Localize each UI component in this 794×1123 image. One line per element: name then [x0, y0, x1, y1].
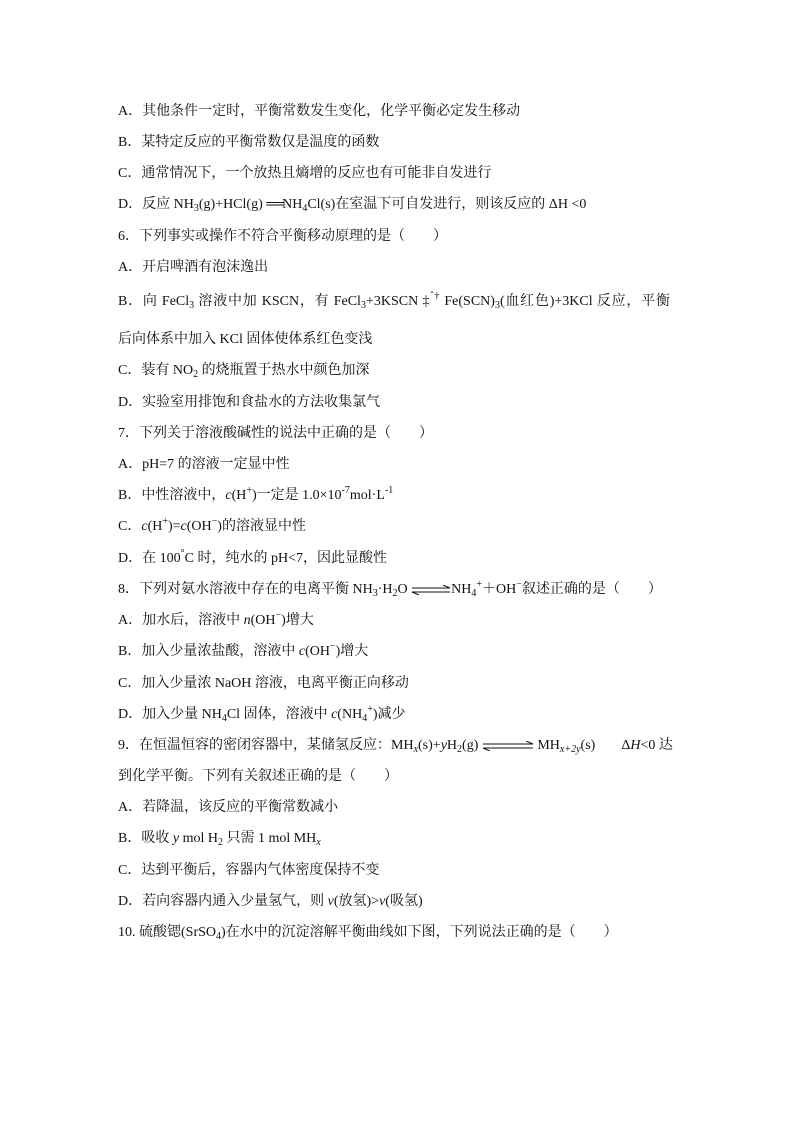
q7-option-c	[118, 517, 306, 537]
q7-option-b	[118, 486, 393, 506]
q5-option-b	[118, 133, 379, 153]
superscript: +	[476, 579, 483, 590]
text-run: 7．下列关于溶液酸碱性的说法中正确的是（ ）	[118, 426, 433, 441]
q9-option-d	[118, 892, 423, 912]
subscript: 4	[221, 713, 227, 724]
text-run: )增大	[281, 613, 314, 628]
text-run: B．加入少量浓盐酸，溶液中	[118, 644, 299, 659]
text-run: Cl 固体，溶液中	[226, 707, 332, 722]
italic-variable: n	[243, 613, 251, 628]
italic-variable: v	[327, 894, 334, 909]
q6-option-b	[118, 292, 670, 312]
subscript: x+2y	[559, 744, 581, 755]
text-run: (OH	[305, 644, 330, 659]
text-run: (放氢)>	[333, 894, 380, 909]
subscript: 2	[217, 837, 223, 848]
subscript: 4	[471, 588, 477, 599]
text-run: B．吸收	[118, 831, 173, 846]
subscript: 3	[372, 588, 378, 599]
garbled-arrow-glyph: ‡	[422, 294, 431, 309]
text-run: C 时，纯水的 pH<7，因此显酸性	[184, 551, 387, 566]
subscript: x	[316, 837, 321, 848]
superscript: +	[246, 485, 252, 496]
q6-stem	[118, 227, 447, 247]
text-run: ·H	[377, 582, 393, 597]
q6-option-d	[118, 393, 380, 413]
text-run: H	[446, 738, 458, 753]
text-run: D．在 100	[118, 551, 181, 566]
italic-variable: H	[630, 738, 641, 753]
text-run: O	[397, 582, 412, 597]
text-run: C．通常情况下，一个放热且熵增的反应也有可能非自发进行	[118, 166, 492, 181]
q7-stem	[118, 424, 433, 444]
superscript: −	[275, 610, 282, 621]
text-run: D．反应 NH	[118, 197, 194, 212]
text-run: 6．下列事实或操作不符合平衡移动原理的是（ ）	[118, 229, 447, 244]
text-run: 溶液中加 KSCN，有 FeCl	[194, 294, 361, 309]
text-run: <0 达	[640, 738, 673, 753]
superscript: −	[516, 579, 522, 590]
text-run: 9．在恒温恒容的密闭容器中，某储氢反应：MH	[118, 738, 414, 753]
text-run: 8．下列对氨水溶液中存在的电离平衡 NH	[118, 582, 373, 597]
text-run: (s)	[580, 738, 596, 753]
text-run: )=	[167, 519, 181, 534]
text-run: NH	[451, 582, 472, 597]
subscript: 3	[360, 300, 366, 311]
superscript: -7	[341, 485, 350, 496]
q8-option-a	[118, 611, 314, 631]
text-run: )的溶液显中性	[217, 519, 306, 534]
italic-variable: v	[379, 894, 386, 909]
subscript: 4	[302, 203, 308, 214]
delta-symbol: Δ	[621, 738, 631, 753]
subscript: 3	[189, 300, 195, 311]
text-run: (s)+	[418, 738, 441, 753]
text-run: ＋OH	[482, 582, 517, 597]
q9-option-c	[118, 861, 379, 881]
text-run: (血红色)+3KCl 反应，平衡	[499, 294, 670, 309]
italic-variable: c	[331, 707, 338, 722]
subscript: 2	[193, 369, 199, 380]
subscript: 2	[457, 744, 463, 755]
text-run: 只需 1 mol MH	[222, 831, 317, 846]
italic-variable: c	[141, 519, 148, 534]
text-run: 的烧瓶置于热水中颜色加深	[198, 363, 370, 378]
text-run: A．若降温，该反应的平衡常数减小	[118, 800, 339, 815]
q7-option-a	[118, 455, 290, 475]
text-run: D．实验室用排饱和食盐水的方法收集氯气	[118, 395, 381, 410]
q9-option-b	[118, 829, 321, 849]
equilibrium-arrow-icon	[411, 585, 451, 595]
subscript: 4	[362, 713, 368, 724]
text-run: D．加入少量 NH	[118, 707, 222, 722]
text-run: A．加水后，溶液中	[118, 613, 244, 628]
text-run: (g)+HCl(g)	[198, 197, 267, 212]
text-run: A．pH=7 的溶液一定显中性	[118, 457, 290, 472]
text-run: B．向 FeCl	[118, 294, 190, 309]
text-run: A．其他条件一定时，平衡常数发生变化，化学平衡必定发生移动	[118, 104, 521, 119]
text-run: )一定是 1.0×10	[251, 488, 342, 503]
italic-variable: c	[298, 644, 306, 659]
subscript: 3	[193, 203, 199, 214]
text-run: (H	[147, 519, 163, 534]
q6-option-a	[118, 258, 268, 278]
text-run: (吸氢)	[385, 894, 423, 909]
q6-option-c	[118, 361, 370, 381]
text-run: B．中性溶液中，	[118, 488, 226, 503]
italic-variable: y	[440, 738, 447, 753]
superscript: -1	[384, 485, 394, 496]
q8-option-d	[118, 705, 406, 725]
q7-option-d	[118, 549, 387, 569]
text-run: A．开启啤酒有泡沫逸出	[118, 260, 269, 275]
q6-option-b-continued	[118, 330, 372, 350]
equilibrium-arrow-icon	[482, 741, 534, 751]
text-run: )在水中的沉淀溶解平衡曲线如下图，下列说法正确的是（ ）	[221, 925, 618, 940]
text-run: NH	[282, 197, 303, 212]
text-run: C．装有 NO	[118, 363, 194, 378]
superscript: −	[329, 641, 336, 652]
text-run: B．某特定反应的平衡常数仅是温度的函数	[118, 135, 380, 150]
reaction-equals-sign: ══	[266, 197, 283, 212]
text-run: MH	[533, 738, 560, 753]
q5-option-a	[118, 102, 520, 122]
text-run: (NH	[337, 707, 363, 722]
q9-option-a	[118, 798, 338, 818]
text-run: (OH	[250, 613, 276, 628]
text-run: 后向体系中加入 KCl 固体使体系红色变浅	[118, 332, 373, 347]
text-run: Cl(s)在室温下可自发进行，则该反应的 ΔH <0	[307, 197, 587, 212]
superscript: −	[211, 516, 218, 527]
italic-variable: c	[180, 519, 187, 534]
text-run: (H	[231, 488, 247, 503]
text-run: )增大	[335, 644, 369, 659]
q9-stem-continued	[118, 767, 398, 787]
text-run: C．	[118, 519, 142, 534]
text-run: +3KSCN	[365, 294, 423, 309]
text-run: Fe(SCN)	[440, 294, 495, 309]
q9-stem	[118, 736, 673, 756]
superscript: +	[367, 704, 373, 715]
superscript: +	[162, 516, 168, 527]
q5-option-c	[118, 164, 491, 184]
text-run: mol·L	[349, 488, 385, 503]
text-run: mol H	[179, 831, 218, 846]
text-run: (g)	[462, 738, 482, 753]
q10-stem	[118, 923, 618, 943]
superscript: °	[180, 548, 185, 559]
text-run: C．达到平衡后，容器内气体密度保持不变	[118, 863, 380, 878]
q8-option-b	[118, 642, 368, 662]
text-run: (OH	[186, 519, 212, 534]
italic-variable: y	[172, 831, 180, 846]
subscript: 4	[216, 931, 222, 942]
text-run: D．若向容器内通入少量氢气，则	[118, 894, 328, 909]
subscript: 2	[392, 588, 398, 599]
text-run: 10. 硫酸锶(SrSO	[118, 925, 217, 940]
q8-stem	[118, 580, 662, 600]
text-run: 到化学平衡。下列有关叙述正确的是（ ）	[118, 769, 398, 784]
q5-option-d	[118, 195, 586, 215]
text-run: )减少	[372, 707, 406, 722]
text-run: C．加入少量浓 NaOH 溶液，电离平衡正向移动	[118, 676, 409, 691]
subscript: 3	[494, 300, 500, 311]
text-run: 叙述正确的是（ ）	[521, 582, 662, 597]
q8-option-c	[118, 674, 409, 694]
superscript: ˆ†	[430, 291, 441, 302]
subscript: x	[413, 744, 419, 755]
italic-variable: c	[225, 488, 232, 503]
